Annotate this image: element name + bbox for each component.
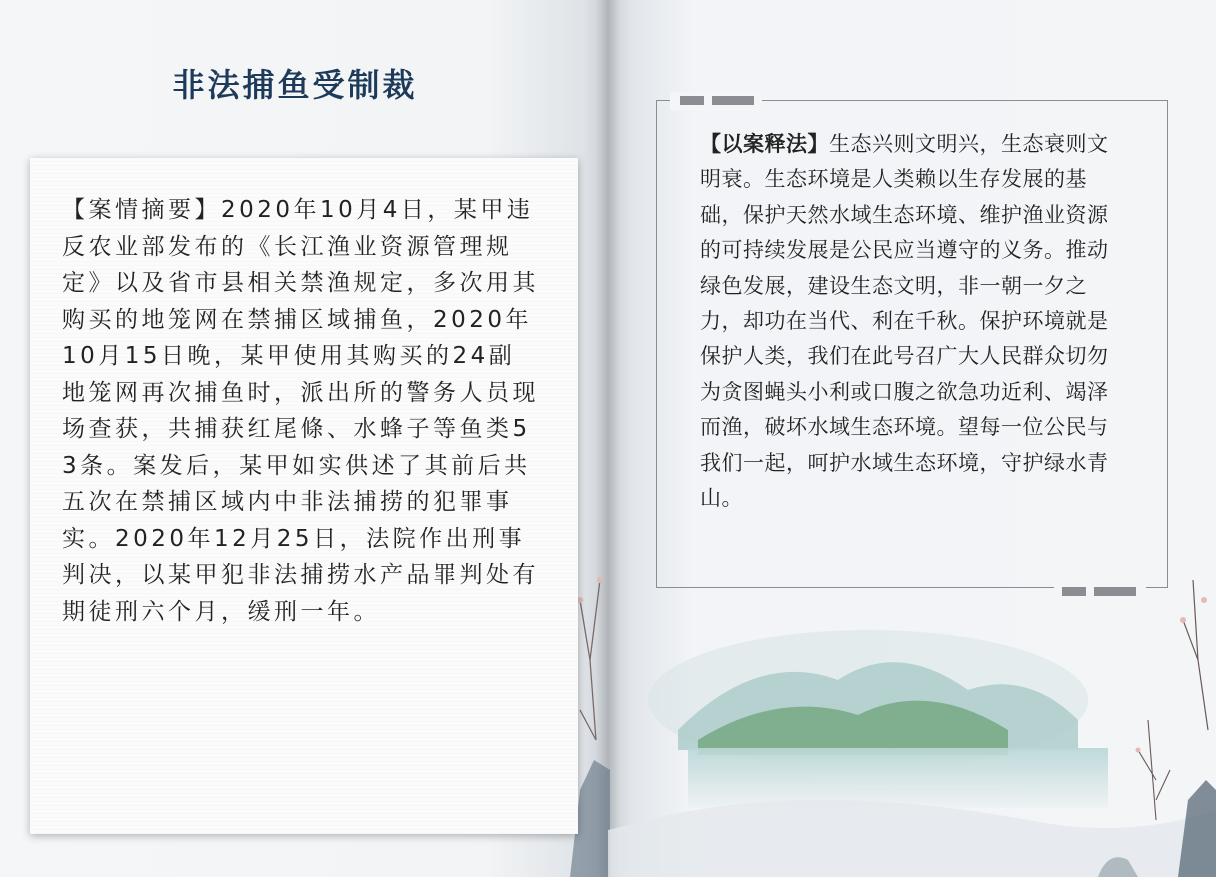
lake-landscape-illustration — [608, 580, 1216, 877]
case-summary-text — [62, 192, 540, 630]
interpretation-body: 生态兴则文明兴，生态衰则文明衰。生态环境是人类赖以生存发展的基础，保护天然水域生态环境、维护渔业资源的可持续发展是公民应当遵守的义务。推动绿色发展，建设生态文明，非一朝一夕之力，却功在当代、利在千秋。保护环境就是保护人类，我们在此号召广大人民群众切勿为贪图蝇头小利或口腹之欲急功近利、竭泽而渔，破坏水域生态环境。望每一位公民与我们一起，呵护水域生态环境，守护绿水青山。 — [700, 132, 1109, 511]
frame-top-tab-long — [712, 96, 754, 105]
interpretation-text — [700, 127, 1120, 516]
page-title: 非法捕鱼受制裁 — [172, 66, 418, 104]
frame-top-tab-short — [680, 96, 704, 105]
case-summary-body: 2020年10月4日，某甲违反农业部发布的《长江渔业资源管理规定》以及省市县相关禁渔规定，多次用其购买的地笼网在禁捕区域捕鱼，2020年10月15日晚，某甲使用其购买的24副地笼网再次捕鱼时，派出所的警务人员现场查获，共捕获红尾條、水蜂子等鱼类53条。案发后，某甲如实供述了其前后共五次在禁捕区域内中非法捕捞的犯罪事实。2020年12月25日，法院作出刑事判决，以某甲犯非法捕捞水产品罪判处有期徒刑六个月，缓刑一年。 — [62, 197, 539, 625]
interpretation-heading: 【以案释法】 — [700, 132, 829, 156]
frame-bottom-tab-long — [1094, 587, 1136, 596]
case-summary-heading: 【案情摘要】 — [62, 197, 221, 223]
frame-bottom-tab-short — [1062, 587, 1086, 596]
